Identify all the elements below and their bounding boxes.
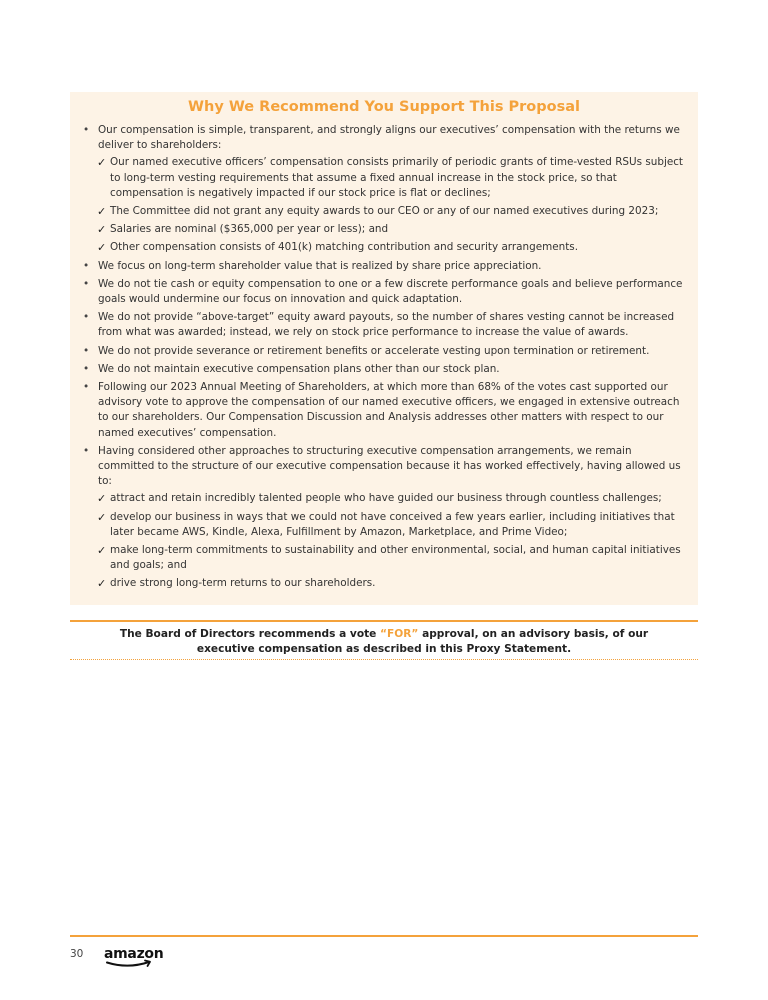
amazon-logo-wordmark: amazon	[104, 946, 164, 962]
checkmark-text: The Committee did not grant any equity awards to our CEO or any of our named executives during 2023;	[110, 205, 659, 218]
rationale-text: We do not tie cash or equity compensation to one or a few discrete performance goals and believe performance goals would undermine our focus on innovation and quick adaptation.	[98, 277, 683, 306]
checkmark-item	[98, 222, 690, 237]
checkmark-text: Salaries are nominal ($365,000 per year or less); and	[110, 223, 389, 236]
checkmark-icon: ✓	[97, 577, 107, 591]
bullet-icon: •	[83, 381, 90, 394]
bullet-icon: •	[83, 124, 90, 136]
checkmark-text: Other compensation consists of 401(k) matching contribution and security arrangements.	[110, 241, 579, 254]
checkmark-item	[98, 204, 690, 219]
proposal-callout-box	[70, 92, 698, 605]
checkmark-text: drive strong long-term returns to our shareholders.	[110, 577, 376, 590]
bullet-icon: •	[83, 311, 90, 324]
bullet-icon: •	[83, 362, 90, 375]
bullet-icon: •	[83, 344, 90, 357]
rationale-item	[78, 259, 690, 274]
checkmark-list	[98, 491, 690, 591]
rationale-item	[78, 444, 690, 592]
bullet-icon: •	[83, 444, 90, 457]
rationale-text: We focus on long-term shareholder value that is realized by share price appreciation.	[98, 259, 542, 272]
footer-rule	[70, 935, 698, 937]
checkmark-icon: ✓	[97, 223, 107, 237]
rationale-text: Following our 2023 Annual Meeting of Shareholders, at which more than 68% of the votes cast supported our advisory vote to approve the compensation of our named executive officers, we engaged in extensive outreach to our shareholders. Our Compensation Discussion and Analysis addresses other matters with respect to our named executives’ compensation.	[98, 381, 680, 439]
amazon-smile-icon	[104, 946, 164, 970]
rationale-item	[78, 362, 690, 377]
checkmark-icon: ✓	[97, 544, 107, 558]
rationale-item	[78, 344, 690, 359]
rationale-text: Having considered other approaches to structuring executive compensation arrangements, we remain committed to the structure of our executive compensation because it has worked effectively, having allowed us to:	[98, 444, 681, 488]
rationale-item	[78, 123, 690, 256]
checkmark-text: make long-term commitments to sustainability and other environmental, social, and human capital initiatives and goals; and	[110, 544, 681, 572]
checkmark-list	[98, 155, 690, 255]
rationale-item	[78, 380, 690, 441]
recommendation-text-before: The Board of Directors recommends a vote	[119, 628, 381, 640]
recommendation-top-rule	[70, 620, 698, 622]
rationale-item	[78, 277, 690, 307]
page-number: 30	[70, 948, 84, 960]
recommendation-for-highlight: “FOR”	[380, 628, 419, 640]
amazon-logo	[104, 946, 164, 970]
checkmark-text: attract and retain incredibly talented people who have guided our business through countless challenges;	[110, 492, 662, 505]
bullet-icon: •	[83, 277, 90, 290]
callout-title: Why We Recommend You Support This Proposal	[188, 99, 580, 115]
rationale-text: We do not provide “above-target” equity award payouts, so the number of shares vesting cannot be increased from what was awarded; instead, we rely on stock price performance to increase the value of awards.	[98, 311, 675, 339]
recommendation-text-after: approval, on an advisory basis, of our executive compensation as described in this Proxy Statement.	[196, 628, 649, 655]
checkmark-item	[98, 510, 690, 540]
recommendation-dotted-rule	[70, 659, 698, 660]
checkmark-icon: ✓	[97, 241, 107, 255]
bullet-icon: •	[83, 259, 90, 272]
checkmark-icon: ✓	[97, 205, 107, 219]
checkmark-text: develop our business in ways that we could not have conceived a few years earlier, including initiatives that later became AWS, Kindle, Alexa, Fulfillment by Amazon, Marketplace, and Prime Video;	[110, 510, 675, 538]
rationale-item	[78, 310, 690, 340]
checkmark-item	[98, 576, 690, 591]
checkmark-item	[98, 240, 690, 255]
rationale-text: We do not maintain executive compensation plans other than our stock plan.	[98, 362, 500, 375]
board-recommendation	[100, 627, 668, 657]
checkmark-item	[98, 491, 690, 506]
rationale-list	[78, 123, 690, 592]
checkmark-text: Our named executive officers’ compensation consists primarily of periodic grants of time-vested RSUs subject to long-term vesting requirements that assume a fixed annual increase in the stock price, so that compensation is negatively impacted if our stock price is flat or declines;	[110, 156, 684, 199]
checkmark-item	[98, 543, 690, 573]
checkmark-icon: ✓	[97, 492, 107, 506]
checkmark-icon: ✓	[97, 510, 107, 524]
rationale-text: Our compensation is simple, transparent, and strongly aligns our executives’ compensation with the returns we deliver to shareholders:	[98, 124, 680, 152]
checkmark-icon: ✓	[97, 156, 107, 170]
rationale-text: We do not provide severance or retirement benefits or accelerate vesting upon termination or retirement.	[98, 344, 650, 357]
checkmark-item	[98, 155, 690, 201]
